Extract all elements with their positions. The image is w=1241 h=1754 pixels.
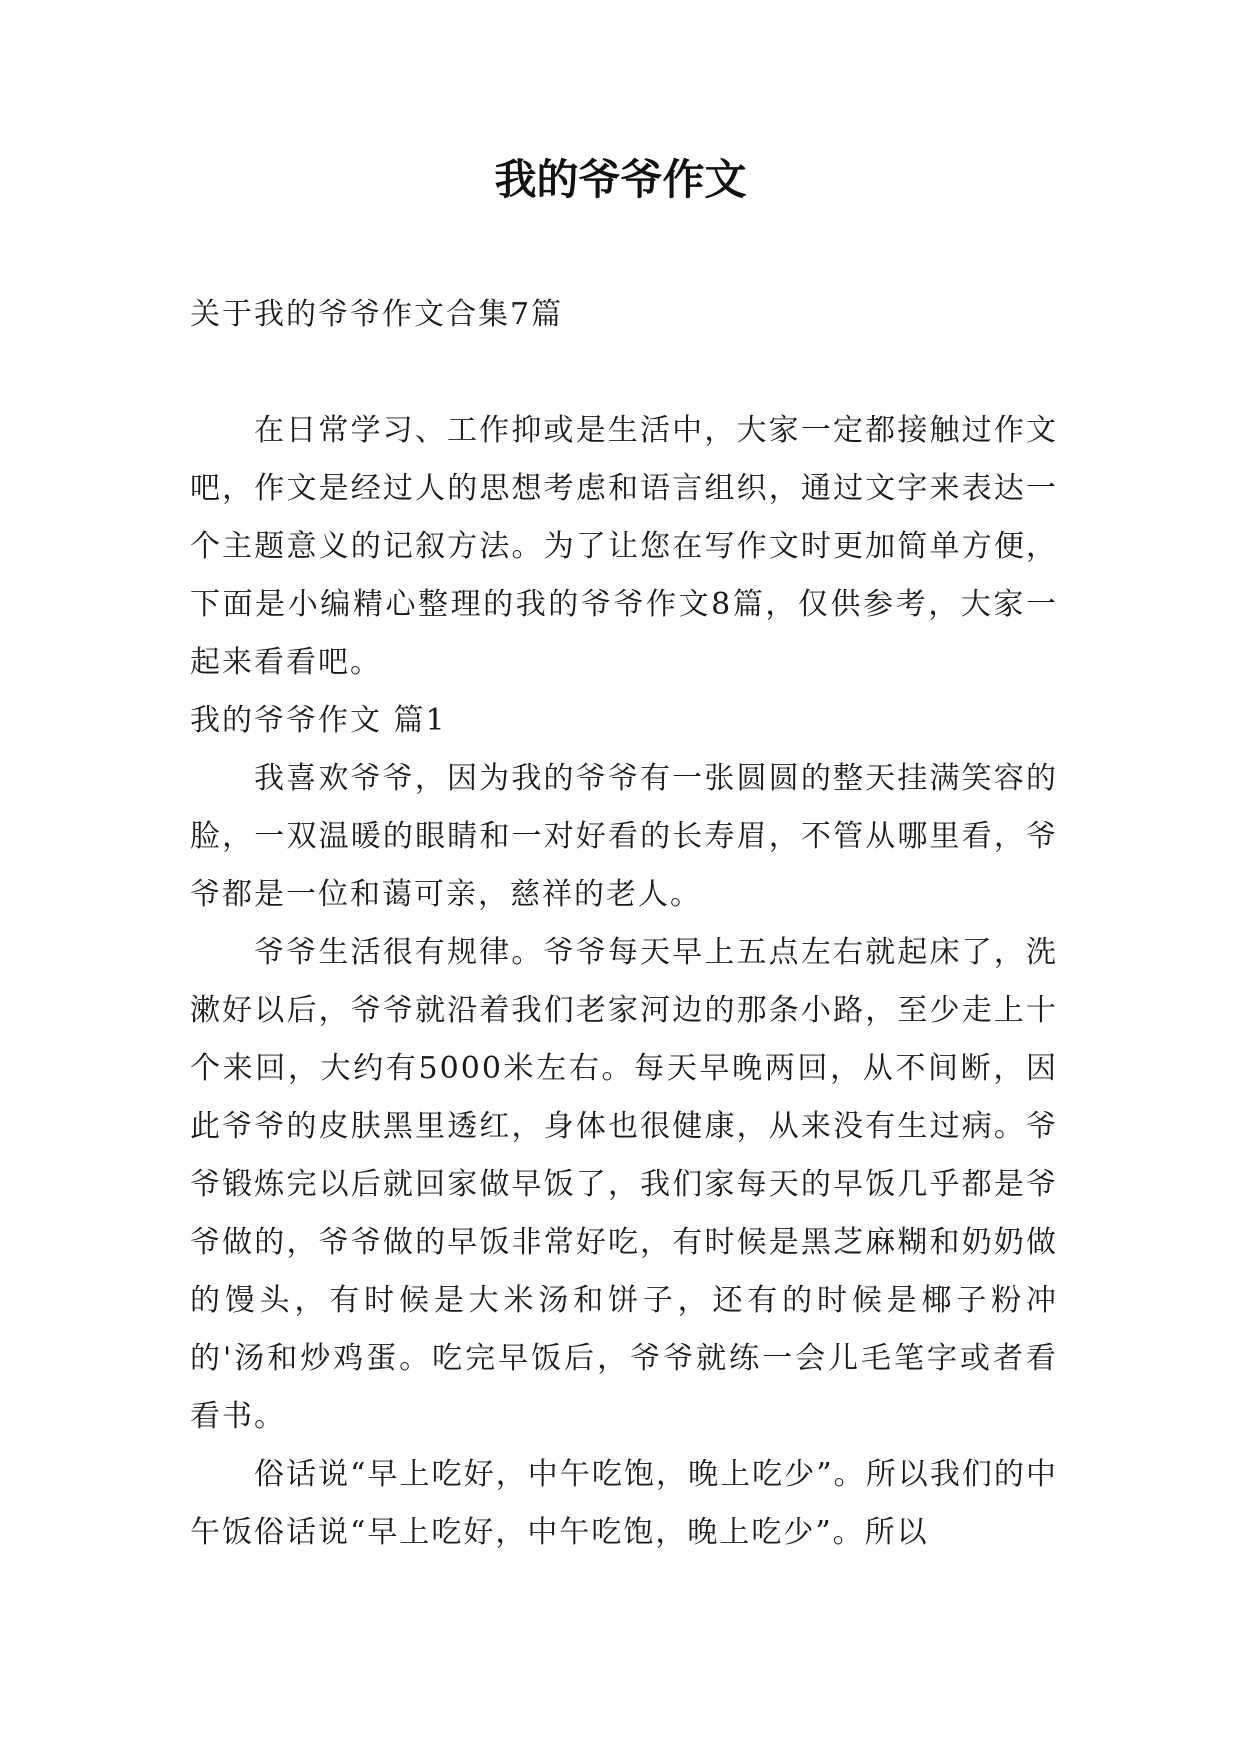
body-paragraph-2: 爷爷生活很有规律。爷爷每天早上五点左右就起床了，洗漱好以后，爷爷就沿着我们老家河边的那条小路，至少走上十个来回，大约有5000米左右。每天早晚两回，从不间断，因此爷爷的皮肤黑里透红，身体也很健康，从来没有生过病。爷爷锻炼完以后就回家做早饭了，我们家每天的早饭几乎都是爷爷做的，爷爷做的早饭非常好吃，有时候是黑芝麻糊和奶奶做的馒头，有时候是大米汤和饼子，还有的时候是椰子粉冲的'汤和炒鸡蛋。吃完早饭后，爷爷就练一会儿毛笔字或者看看书。 xyxy=(190,935,1058,1434)
document-body xyxy=(190,286,1058,1562)
body-paragraph-1: 我喜欢爷爷，因为我的爷爷有一张圆圆的整天挂满笑容的脸，一双温暖的眼睛和一对好看的长寿眉，不管从哪里看，爷爷都是一位和蔼可亲，慈祥的老人。 xyxy=(190,761,1058,912)
section-heading: 我的爷爷作文 篇1 xyxy=(190,703,447,738)
intro-paragraph: 在日常学习、工作抑或是生活中，大家一定都接触过作文吧，作文是经过人的思想考虑和语言组织，通过文字来表达一个主题意义的记叙方法。为了让您在写作文时更加简单方便，下面是小编精心整理的我的爷爷作文8篇，仅供参考，大家一起来看看吧。 xyxy=(190,413,1058,680)
document-subtitle: 关于我的爷爷作文合集7篇 xyxy=(190,297,564,332)
page-title: 我的爷爷作文 xyxy=(494,155,747,204)
body-paragraph-3: 俗话说“早上吃好，中午吃饱，晚上吃少”。所以我们的中午饭俗话说“早上吃好，中午吃饱，晚上吃少”。所以 xyxy=(190,1457,1058,1550)
